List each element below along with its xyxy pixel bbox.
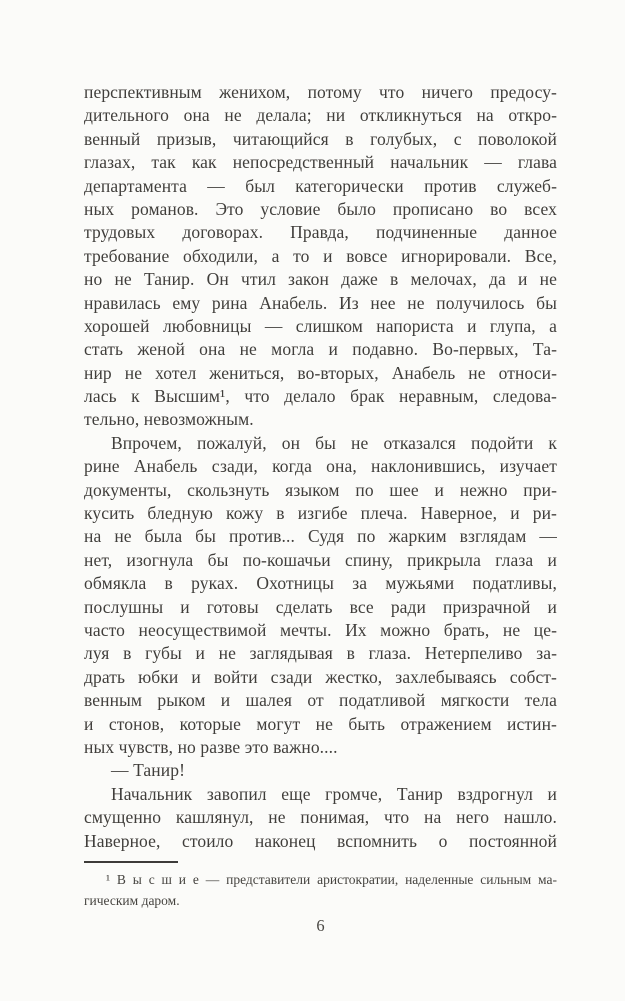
text-line: обмякла в руках. Охотницы за мужьями податливы,	[84, 573, 557, 594]
text-line: луя в губы и не заглядывая в глаза. Нетерпеливо за-	[84, 643, 557, 664]
text-line: Наверное, стоило наконец вспомнить о постоянной	[84, 830, 557, 851]
footnote-divider	[84, 861, 178, 863]
text-line: — Танир!	[111, 760, 186, 781]
text-line: нравилась ему рина Анабель. Из нее не получилось бы	[84, 292, 557, 313]
text-line: Начальник завопил еще громче, Танир вздрогнул и	[111, 783, 557, 804]
text-line: департамента — был категорически против служеб-	[84, 175, 557, 196]
text-line: ¹ В ы с ш и е — представители аристократии, наделенные сильным ма-	[106, 872, 557, 887]
text-line: нир не хотел жениться, во-вторых, Анабель не относи-	[84, 362, 557, 383]
text-line: драть юбки и войти сзади жестко, захлебываясь собст-	[84, 666, 557, 687]
body-text-block	[84, 81, 557, 853]
text-line: дительного она не делала; ни откликнуться на откро-	[84, 105, 557, 126]
text-line: требование обходили, а то и вовсе игнорировали. Все,	[84, 245, 557, 266]
text-line: Впрочем, пожалуй, он бы не отказался подойти к	[111, 432, 557, 453]
text-line: перспективным женихом, потому что ничего предосу-	[84, 82, 557, 102]
footnote-block	[84, 870, 557, 911]
text-line: глазах, так как непосредственный начальник — глава	[84, 152, 557, 173]
text-line: венный призыв, читающийся в голубых, с поволокой	[84, 128, 557, 149]
text-line: лась к Высшим¹, что делало брак неравным, следова-	[84, 386, 557, 407]
text-line: часто неосуществимой мечты. Их можно брать, не це-	[84, 619, 557, 640]
text-line: венным рыком и шалея от податливой мягкости тела	[84, 690, 557, 711]
text-line: кусить бледную кожу в изгибе плеча. Наверное, и ри-	[84, 503, 557, 524]
text-line: тельно, невозможным.	[84, 409, 254, 430]
text-line: стать женой она не могла и подавно. Во-первых, Та-	[84, 339, 557, 360]
text-line: нет, изогнула бы по-кошачьи спину, прикрыла глаза и	[84, 549, 557, 570]
text-line: документы, скользнуть языком по шее и нежно при-	[84, 479, 557, 500]
text-line: рине Анабель сзади, когда она, наклонившись, изучает	[84, 456, 557, 477]
text-line: смущенно кашлянул, не понимая, что на него нашло.	[84, 807, 557, 828]
text-line: но не Танир. Он чтил закон даже в мелочах, да и не	[84, 269, 557, 290]
text-line: трудовых договорах. Правда, подчиненные данное	[84, 222, 557, 243]
text-line: ных романов. Это условие было прописано во всех	[84, 198, 557, 219]
page-number: 6	[316, 916, 325, 935]
text-line: и стонов, которые могут не быть отражением истин-	[84, 713, 557, 734]
text-line: хорошей любовницы — слишком напориста и глупа, а	[84, 315, 557, 336]
text-line: гическим даром.	[84, 892, 180, 908]
text-line: на не была бы против... Судя по жарким взглядам —	[84, 526, 557, 547]
text-line: послушны и готовы сделать все ради призрачной и	[84, 596, 557, 617]
text-line: ных чувств, но разве это важно....	[84, 736, 338, 757]
